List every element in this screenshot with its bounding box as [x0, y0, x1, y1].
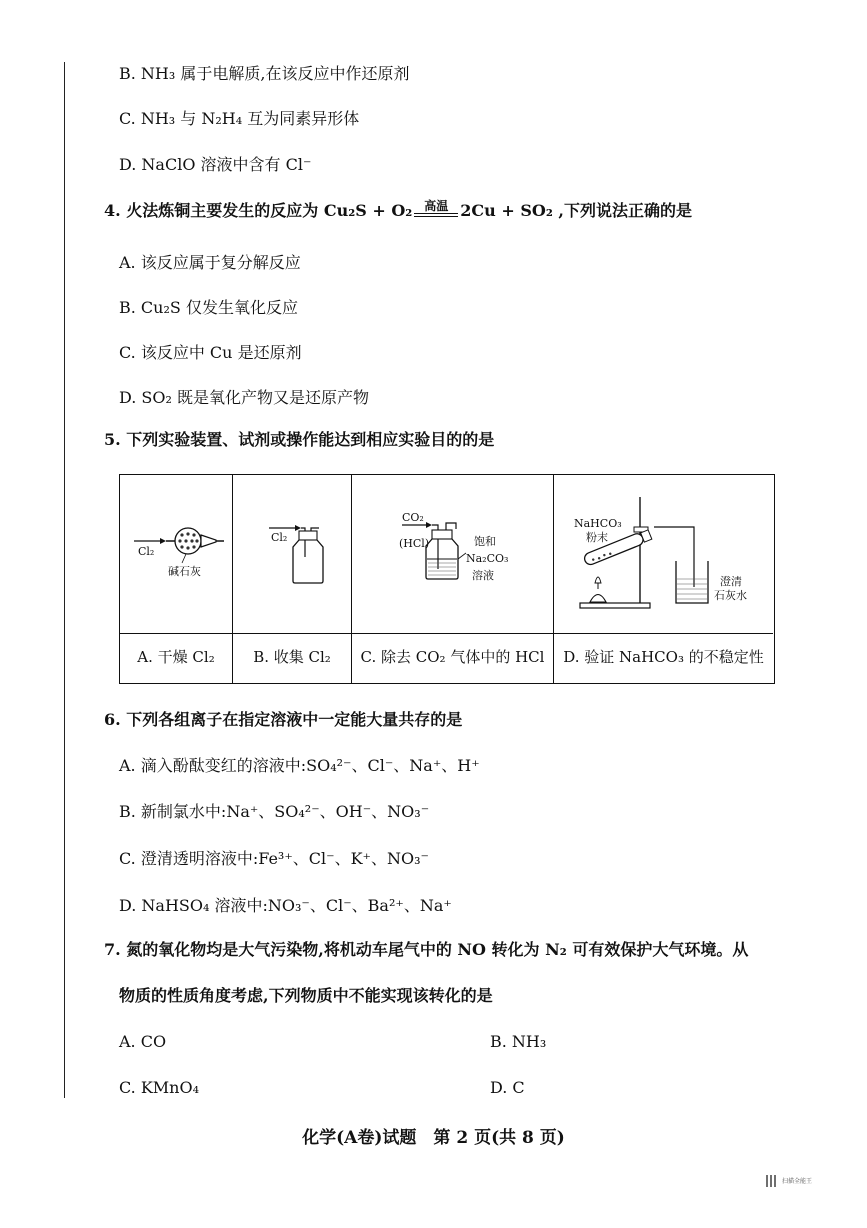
margin-line	[64, 62, 65, 1098]
panel-a-caption: A. 干燥 Cl₂	[137, 648, 215, 666]
q6-stem: 6. 下列各组离子在指定溶液中一定能大量共存的是	[104, 710, 463, 729]
q7-option-a: A. CO	[119, 1032, 167, 1051]
panel-c-caption: C. 除去 CO₂ 气体中的 HCl	[360, 648, 545, 666]
q7-stem-line2: 物质的性质角度考虑,下列物质中不能实现该转化的是	[119, 986, 493, 1005]
q5-stem: 5. 下列实验装置、试剂或操作能达到相应实验目的的是	[104, 430, 495, 449]
q4-option-a: A. 该反应属于复分解反应	[119, 253, 301, 272]
panel-d-caption: D. 验证 NaHCO₃ 的不稳定性	[563, 648, 764, 666]
q4-option-b: B. Cu₂S 仅发生氧化反应	[119, 298, 298, 317]
panel-c	[352, 475, 554, 683]
panel-b-caption: B. 收集 Cl₂	[253, 648, 331, 666]
panel-a-gas-label: Cl₂	[138, 545, 155, 558]
panel-d	[554, 475, 773, 683]
scanner-watermark: 扫描全能王	[782, 1178, 813, 1185]
gas-bottle-icon	[233, 475, 352, 633]
q4-stem-prefix: 4. 火法炼铜主要发生的反应为 Cu₂S + O₂	[104, 201, 413, 220]
q7-option-b: B. NH₃	[490, 1032, 547, 1051]
panel-d-solid1-label: NaHCO₃	[574, 517, 622, 530]
experiment-table	[119, 474, 775, 684]
q6-option-a: A. 滴入酚酞变红的溶液中:SO₄²⁻、Cl⁻、Na⁺、H⁺	[119, 756, 480, 775]
panel-c-sol3-label: 溶液	[472, 569, 494, 582]
q7-stem-line1: 7. 氮的氧化物均是大气污染物,将机动车尾气中的 NO 转化为 N₂ 可有效保护大气环境。从	[104, 940, 749, 959]
panel-d-liq2-label: 石灰水	[714, 589, 747, 602]
q6-option-c: C. 澄清透明溶液中:Fe³⁺、Cl⁻、K⁺、NO₃⁻	[119, 849, 429, 868]
panel-c-sol2-label: Na₂CO₃	[466, 552, 509, 565]
gas-washing-diagram	[352, 475, 553, 634]
q4-stem-suffix: 2Cu + SO₂ ,下列说法正确的是	[460, 201, 692, 220]
q4-stem	[104, 198, 692, 222]
qr-code-icon	[766, 1175, 778, 1187]
heating-diagram	[554, 475, 773, 634]
washing-bottle-icon	[352, 475, 554, 633]
panel-b-gas-label: Cl₂	[271, 531, 288, 544]
panel-c-gas1-label: CO₂	[402, 511, 424, 524]
page-footer: 化学(A卷)试题 第 2 页(共 8 页)	[302, 1128, 565, 1148]
q7-option-d: D. C	[490, 1078, 525, 1097]
panel-a-reagent-label: 碱石灰	[168, 565, 201, 578]
panel-d-liq1-label: 澄清	[720, 575, 742, 588]
q6-option-b: B. 新制氯水中:Na⁺、SO₄²⁻、OH⁻、NO₃⁻	[119, 802, 430, 821]
q4-option-c: C. 该反应中 Cu 是还原剂	[119, 343, 302, 362]
q3-option-c: C. NH₃ 与 N₂H₄ 互为同素异形体	[119, 109, 360, 128]
reaction-condition: 高温	[424, 198, 449, 213]
q6-option-d: D. NaHSO₄ 溶液中:NO₃⁻、Cl⁻、Ba²⁺、Na⁺	[119, 896, 452, 915]
panel-b	[233, 475, 352, 683]
q4-option-d: D. SO₂ 既是氧化产物又是还原产物	[119, 388, 370, 407]
heating-apparatus-icon	[554, 475, 773, 633]
q3-option-d: D. NaClO 溶液中含有 Cl⁻	[119, 155, 312, 174]
gas-collection-diagram	[233, 475, 351, 634]
drying-tube-diagram	[120, 475, 232, 634]
panel-c-sol1-label: 饱和	[474, 535, 496, 548]
reaction-condition-arrow	[414, 198, 458, 222]
q7-option-c: C. KMnO₄	[119, 1078, 200, 1097]
panel-d-solid2-label: 粉末	[586, 531, 608, 544]
panel-a	[120, 475, 233, 683]
q3-option-b: B. NH₃ 属于电解质,在该反应中作还原剂	[119, 64, 410, 83]
drying-tube-icon	[120, 475, 233, 633]
panel-c-gas2-label: (HCl)	[399, 537, 430, 550]
